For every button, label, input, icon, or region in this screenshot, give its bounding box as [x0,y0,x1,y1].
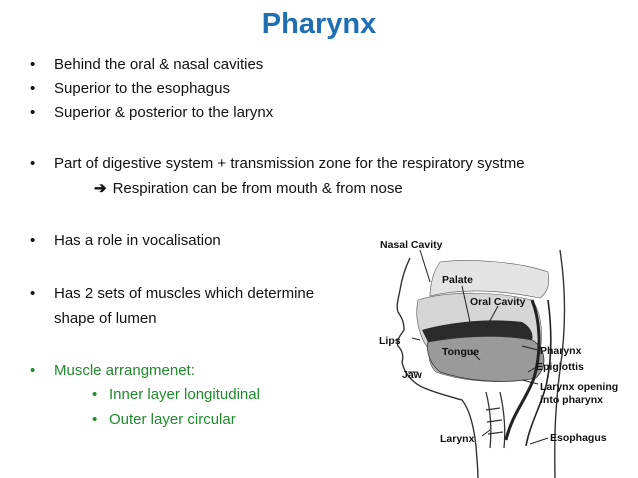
bullet-text: Superior & posterior to the larynx [54,104,274,121]
label-epiglottis: Epiglottis [536,361,584,373]
label-palate: Palate [442,274,473,286]
bullet-text: Has a role in vocalisation [54,232,221,249]
label-nasal-cavity: Nasal Cavity [380,239,443,251]
bullet-dot: • [30,285,36,302]
bullet-text: Part of digestive system + transmission zone for the respiratory systme [54,155,525,172]
bullet-dot: • [30,104,36,121]
bullet-dot: • [30,232,36,249]
label-lips: Lips [379,335,401,347]
bullet-dot: • [92,386,98,403]
label-pharynx: Pharynx [540,345,582,357]
bullet-text: Outer layer circular [109,411,236,428]
bullet-dot: • [30,56,36,73]
label-esophagus: Esophagus [550,432,607,444]
bullet-text: Superior to the esophagus [54,80,230,97]
label-jaw: Jaw [402,369,422,381]
label-larynx-opening-2: into pharynx [540,394,604,406]
slide-title: Pharynx [261,8,377,40]
bullet-dot: • [92,411,98,428]
bullet-text: Behind the oral & nasal cavities [54,56,264,73]
bullet-dot: • [30,155,36,172]
bullet-dot: • [30,80,36,97]
bullet-dot: • [30,362,36,379]
arrow-icon: ➔ [94,180,107,197]
larynx-shape [486,392,505,448]
bullet-text: Has 2 sets of muscles which determine [54,285,315,302]
bullet-text: Inner layer longitudinal [109,386,260,403]
label-larynx: Larynx [440,433,475,445]
bullet-text: Muscle arrangmenet: [54,362,195,379]
label-larynx-opening-1: Larynx opening [540,381,619,393]
respiration-text: Respiration can be from mouth & from nose [112,180,403,197]
label-tongue: Tongue [442,346,480,358]
bullet-continuation: shape of lumen [54,310,157,327]
label-oral-cavity: Oral Cavity [470,296,526,308]
